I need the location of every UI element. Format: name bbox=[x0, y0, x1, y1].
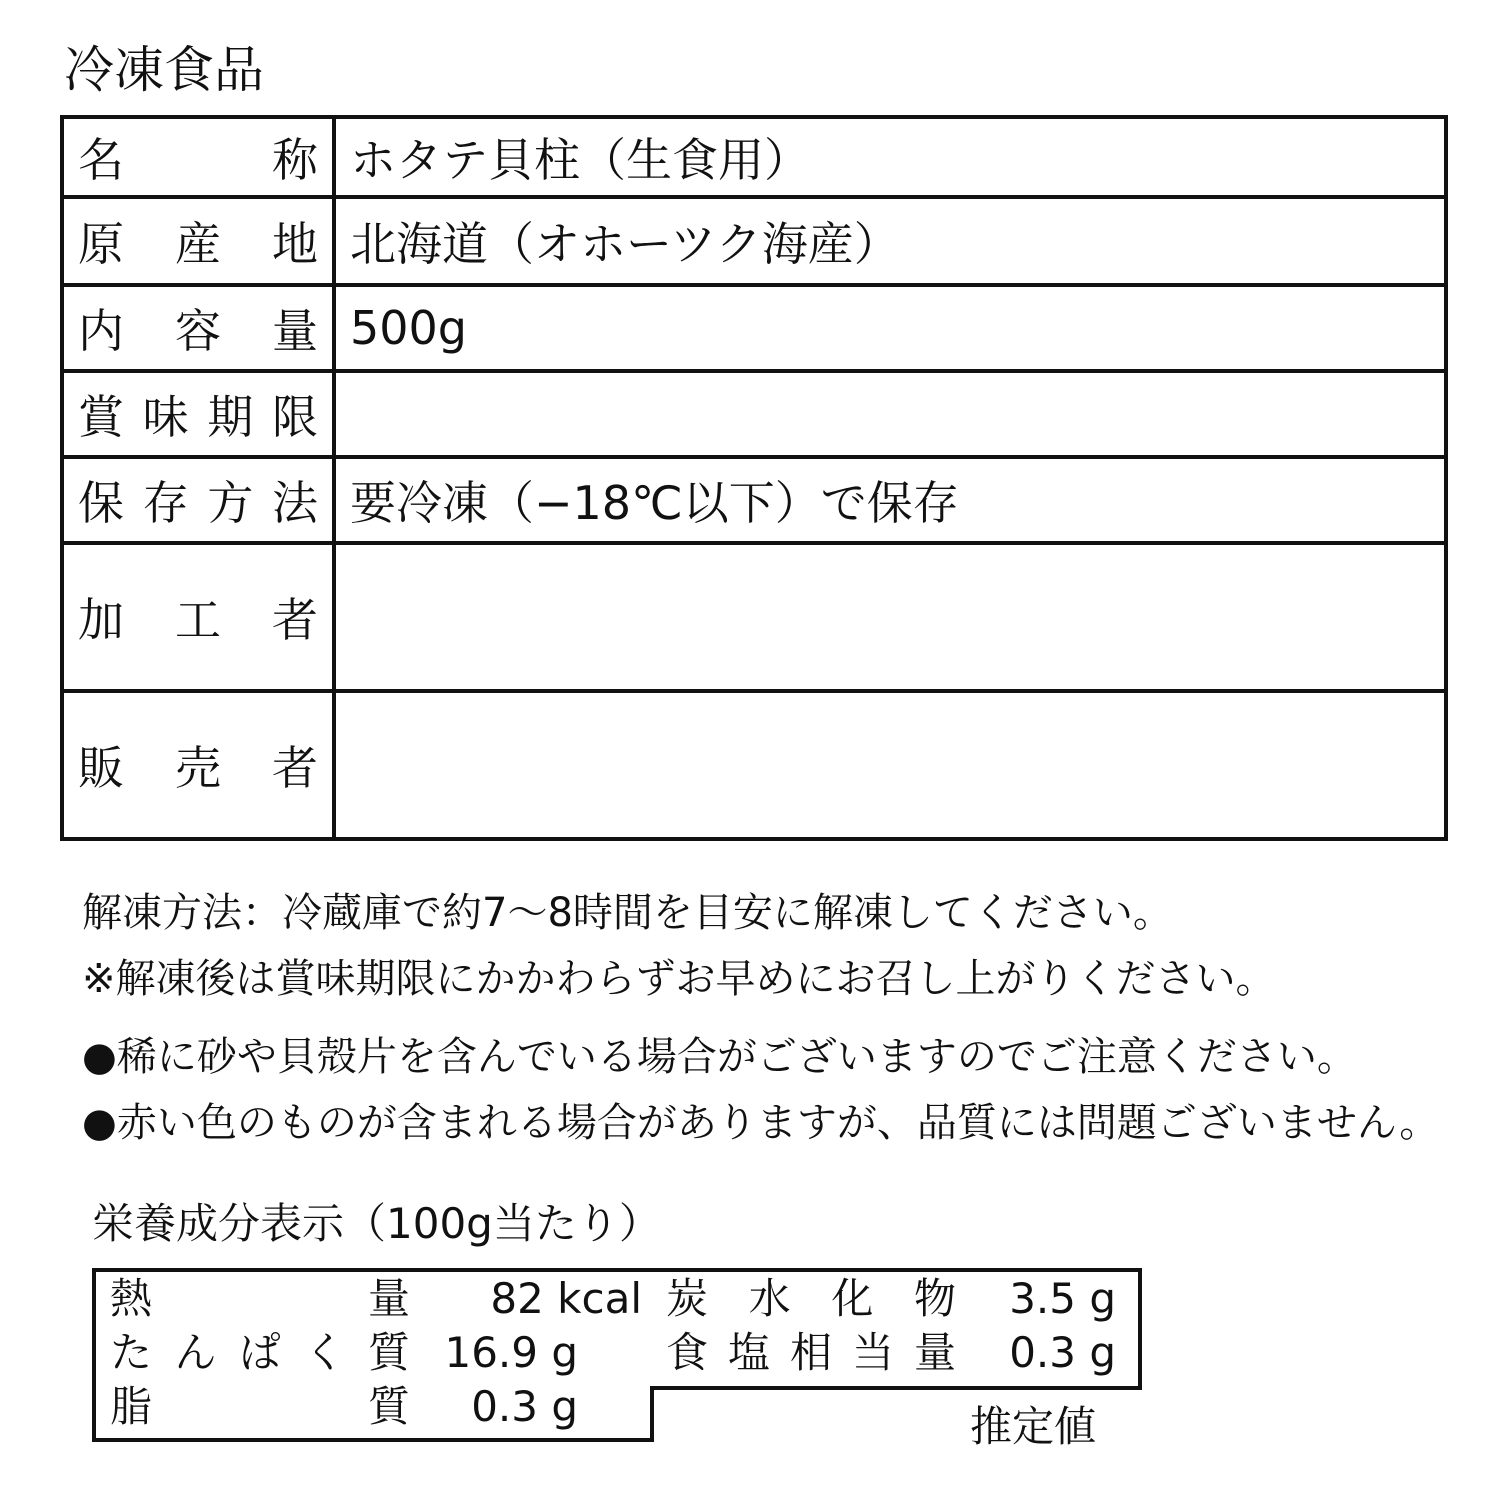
bullet-note-red-color: ●赤い色のものが含まれる場合がありますが、品質には問題ございません。 bbox=[82, 1100, 1440, 1146]
nutrition-name-fat: 脂質 bbox=[110, 1382, 410, 1431]
thaw-instructions: 解凍方法：冷蔵庫で約7〜8時間を目安に解凍してください。 bbox=[82, 890, 1173, 936]
nutrition-title: 栄養成分表示（100g当たり） bbox=[92, 1199, 661, 1248]
row-key-best-before: 賞味期限 bbox=[62, 371, 334, 457]
row-key-origin: 原産地 bbox=[62, 197, 334, 285]
nutrition-row-protein bbox=[110, 1326, 630, 1380]
row-key-content: 内容量 bbox=[62, 285, 334, 371]
nutrition-row-energy bbox=[110, 1272, 642, 1326]
nutrition-row-carbohydrate bbox=[666, 1272, 1126, 1326]
nutrition-value-salt: 0.3 g bbox=[1009, 1328, 1116, 1377]
table-row bbox=[62, 371, 1446, 457]
row-key-storage: 保存方法 bbox=[62, 457, 334, 543]
row-value-seller bbox=[334, 691, 1446, 839]
nutrition-value-protein: 16.9 g bbox=[444, 1328, 578, 1377]
after-thaw-note: ※解凍後は賞味期限にかかわらずお早めにお召し上がりください。 bbox=[82, 956, 1276, 1002]
row-key-seller: 販売者 bbox=[62, 691, 334, 839]
nutrition-row-fat bbox=[110, 1380, 630, 1434]
nutrition-name-energy: 熱量 bbox=[110, 1274, 410, 1323]
row-value-origin: 北海道（オホーツク海産） bbox=[334, 197, 1446, 285]
table-row bbox=[62, 197, 1446, 285]
row-key-name: 名 称 bbox=[62, 117, 334, 197]
table-row bbox=[62, 457, 1446, 543]
notes bbox=[82, 880, 1482, 1156]
table-row bbox=[62, 691, 1446, 839]
estimate-note: 推定値 bbox=[970, 1402, 1097, 1451]
row-value-name: ホタテ貝柱（生食用） bbox=[334, 117, 1446, 197]
nutrition-value-energy: 82 kcal bbox=[490, 1274, 642, 1323]
nutrition-value-carbohydrate: 3.5 g bbox=[1009, 1274, 1116, 1323]
nutrition-value-fat: 0.3 g bbox=[471, 1382, 578, 1431]
nutrition-row-salt bbox=[666, 1326, 1126, 1380]
row-value-content: 500g bbox=[334, 285, 1446, 371]
row-value-storage: 要冷凍（−18℃以下）で保存 bbox=[334, 457, 1446, 543]
table-row bbox=[62, 285, 1446, 371]
nutrition-name-protein: たんぱく質 bbox=[110, 1328, 410, 1377]
row-key-processor: 加工者 bbox=[62, 543, 334, 691]
product-label-table bbox=[60, 115, 1448, 841]
table-row bbox=[62, 117, 1446, 197]
nutrition-name-carbohydrate: 炭水化物 bbox=[666, 1274, 956, 1323]
bullet-note-sand: ●稀に砂や貝殻片を含んでいる場合がございますのでご注意ください。 bbox=[82, 1034, 1357, 1080]
page-title: 冷凍食品 bbox=[64, 41, 264, 99]
table-row bbox=[62, 543, 1446, 691]
row-value-best-before bbox=[334, 371, 1446, 457]
row-value-processor bbox=[334, 543, 1446, 691]
nutrition-name-salt: 食塩相当量 bbox=[666, 1328, 956, 1377]
